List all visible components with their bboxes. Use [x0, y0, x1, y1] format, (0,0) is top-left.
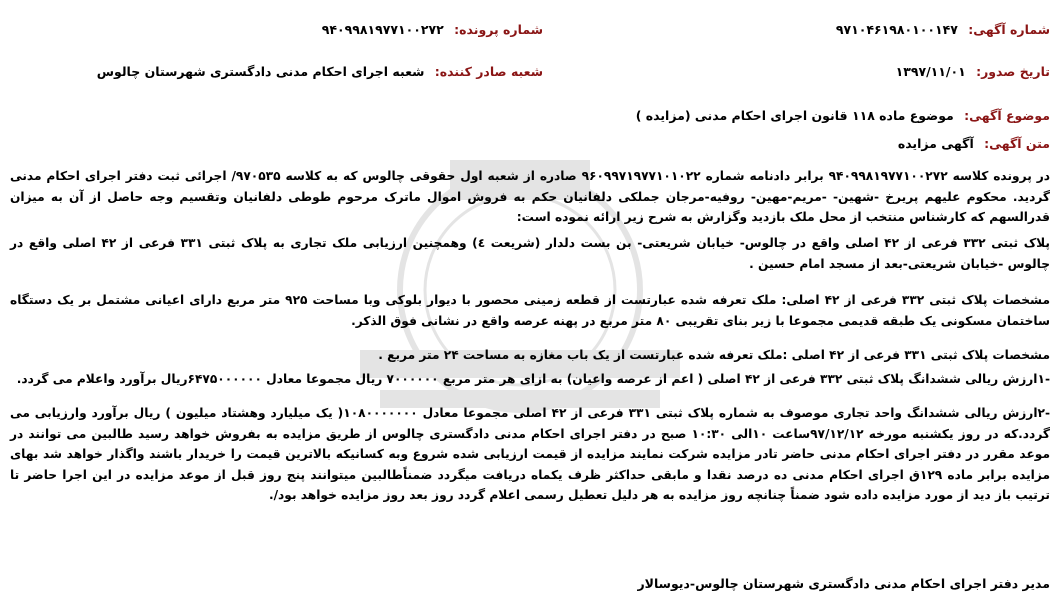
paragraph-intro: در پرونده کلاسه ۹۴۰۹۹۸۱۹۷۷۱۰۰۲۷۲ برابر دادنامه شماره ۹۶۰۹۹۷۱۹۷۷۱۰۱۰۲۲ صادره از شعبه اول حقوقی چالوس که به کلاسه ۹۷۰۵۳۵/ اجرائی ثبت دفتر اجرای احکام مدنی گردید. محکوم علیهم پریرخ -شهین- -مریم-مهین- روفیه-مرجان جملکی دلفانیان حکم به فروش اموال ماترک مرحوم طوطی دلفانیان وتقسیم وجه حاصل از آن به میزان قدرالسهم که کارشناس منتخب از محل ملک بازدید وگزارش به شرح زیر ارائه نموده است: — [10, 169, 1050, 224]
issue-date-value: ۱۳۹۷/۱۱/۰۱ — [895, 64, 966, 79]
file-number-label: شماره پرونده: — [454, 22, 543, 37]
issue-date — [896, 64, 1050, 79]
paragraph-plates: پلاک ثبتی ۳۳۲ فرعی از ۴۲ اصلی واقع در چالوس- خیابان شریعتی- بن بست دلدار (شریعت ٤) وهمچنین ارزیابی ملک تجاری به پلاک ثبتی ۳۳۱ فرعی از ۴۲ اصلی واقع در چالوس -خیابان شریعتی-بعد از مسجد امام حسین . — [10, 236, 1051, 271]
issuer-label: شعبه صادر کننده: — [434, 64, 543, 79]
file-number-value: ۹۴۰۹۹۸۱۹۷۷۱۰۰۲۷۲ — [321, 22, 444, 37]
subject — [636, 108, 1050, 123]
paragraph-plate-331: مشخصات پلاک ثبتی ۳۳۱ فرعی از ۴۲ اصلی :ملک تعرفه شده عبارتست از یک باب مغازه به مساحت ۲۴ متر مربع . — [378, 348, 1050, 362]
subject-value: موضوع ماده ۱۱۸ قانون اجرای احکام مدنی (مزایده ) — [635, 108, 954, 123]
body-title-label: متن آگهی: — [984, 136, 1050, 151]
paragraph-plate-332: مشخصات پلاک ثبتی ۳۳۲ فرعی از ۴۲ اصلی: ملک تعرفه شده عبارتست از قطعه زمینی محصور با دیوار بلوکی وبا مساحت ۹۲۵ متر مربع دارای اعیانی مشتمل بر یک دستگاه ساختمان مسکونی یک طبقه قدیمی مجموعا با زیر بنای تقریبی ۸۰ متر مربع در پهنه عرصه واقع در نشانی فوق الذکر. — [10, 293, 1050, 328]
issuer — [97, 64, 543, 79]
subject-label: موضوع آگهی: — [964, 108, 1050, 123]
body-title-value: آگهی مزایده — [897, 136, 974, 151]
paragraph-value-2: -۲ارزش ریالی ششدانگ واحد تجاری موصوف به شماره پلاک ثبتی ۳۳۱ فرعی از ۴۲ اصلی مجموعا معادل ۱۰۸۰۰۰۰۰۰۰( یک میلیارد وهشتاد میلیون ) ریال برآورد وارزیابی می گردد.که در روز یکشنبه مورخه ۹۷/۱۲/۱۲ساعت ۱۰الی ۱۰:۳۰ صبح در دفتر اجرای احکام مدنی دادگستری چالوس از طریق مزایده به بفروش خواهد رسید طالبین می توانند در موعد مقرر در دفتر اجرای احکام مدنی حاضر تادر مزایده شرکت نمایند مزایده از قیمت ارزیابی شده شروع وبه کسانیکه بالاترین قیمت را خریدار باشند واگذار خواهد شد بهای مزایده برابر ماده ۱۲۹ق اجرای احکام مدنی ده درصد نقدا و مابقی حداکثر ظرف یکماه دریافت میگردد ضمناًطالبین میتوانند پنج روز قبل از موعد مزایده در این اجرا حاضر تا ترتیب باز دید از مورد مزایده داده شود ضمناً چنانچه روز مزایده به هر دلیل تعطیل رسمی اعلام گردد روز بعد روز مزایده خواهد بود/. — [10, 406, 1051, 502]
issuer-value: شعبه اجرای احکام مدنی دادگستری شهرستان چالوس — [96, 64, 425, 79]
file-number — [322, 22, 543, 37]
ad-number-value: ۹۷۱۰۴۶۱۹۸۰۱۰۰۱۴۷ — [835, 22, 958, 37]
ad-number — [836, 22, 1050, 37]
body-title — [898, 136, 1050, 151]
ad-number-label: شماره آگهی: — [968, 22, 1050, 37]
issue-date-label: تاریخ صدور: — [976, 64, 1050, 79]
paragraph-value-1: -۱ارزش ریالی ششدانگ پلاک ثبتی ۳۳۲ فرعی از ۴۲ اصلی ( اعم از عرصه واعیان) به ازای هر متر مربع ۷۰۰۰۰۰۰ ریال مجموعا معادل ۶۴۷۵۰۰۰۰۰۰ریال برآورد واعلام می گردد. — [16, 372, 1050, 386]
signature-line: مدیر دفتر اجرای احکام مدنی دادگستری شهرستان چالوس-دیوسالار — [637, 576, 1050, 591]
